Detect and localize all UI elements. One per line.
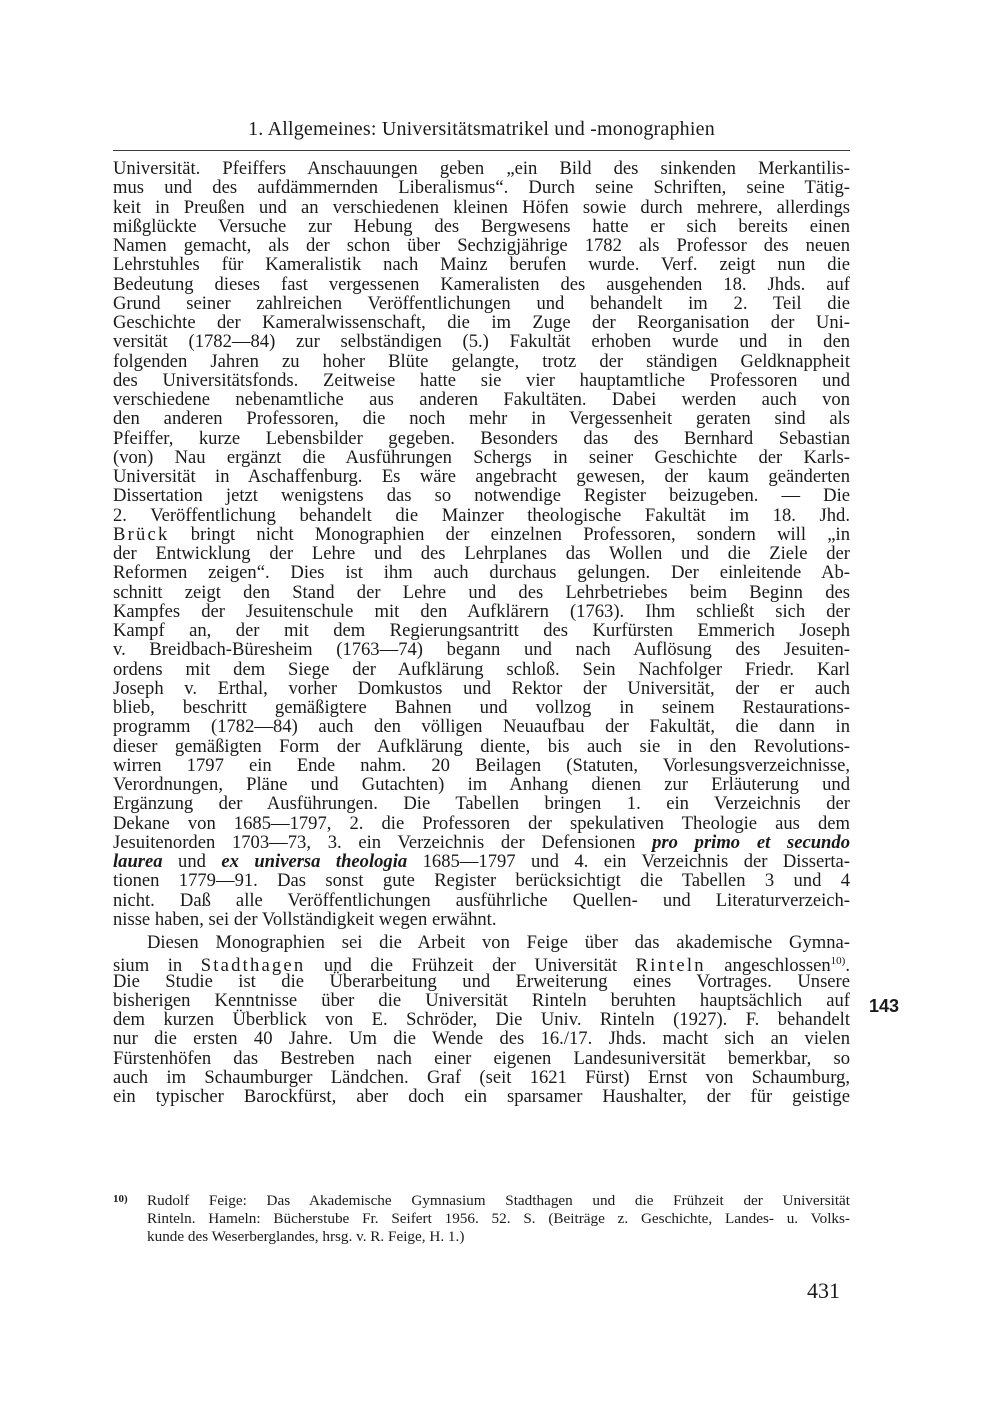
text-line: des Universitätsfonds. Zeitweise hatte sie vier hauptamtliche Professoren und xyxy=(113,369,850,391)
text-run: sium in xyxy=(113,955,201,977)
text-line xyxy=(113,525,850,544)
text-line: keit in Preußen und an verschiedenen kleinen Höfen sowie durch mehrere, allerdings xyxy=(113,196,850,218)
text-line: versität (1782—84) zur selbständigen (5.) Fakultät erhoben wurde und in den xyxy=(113,331,850,353)
text-line: Dissertation jetzt wenigstens das so notwendige Register beizugeben. — Die xyxy=(113,485,850,507)
text-line: 2. Veröffentlichung behandelt die Mainzer theologische Fakultät im 18. Jhd. xyxy=(113,504,850,526)
text-run: angeschlossen xyxy=(705,955,831,977)
text-line: folgenden Jahren zu hoher Blüte gelangte, trotz der ständigen Geldknappheit xyxy=(113,350,850,372)
running-head: 1. Allgemeines: Universitätsmatrikel und -monographien xyxy=(248,118,715,140)
text-line: Die Studie ist die Überarbeitung und Erweiterung eines Vortrages. Unsere xyxy=(113,970,850,992)
text-line: dem kurzen Überblick von E. Schröder, Die Univ. Rinteln (1927). F. behandelt xyxy=(113,1009,850,1030)
footnote-line: Rudolf Feige: Das Akademische Gymnasium Stadthagen und die Frühzeit der Universität xyxy=(147,1192,850,1209)
text-line: Grund seiner zahlreichen Veröffentlichungen und behandelt im 2. Teil die xyxy=(113,292,850,314)
header-rule xyxy=(113,150,850,151)
text-line: mus und des aufdämmernden Liberalismus“. Durch seine Schriften, seine Tätig- xyxy=(113,177,850,199)
text-line xyxy=(113,833,850,852)
text-line: Pfeiffer, kurze Lebensbilder gegeben. Besonders das des Bernhard Sebastian xyxy=(113,427,850,449)
body-text xyxy=(113,159,850,1106)
footnote-reference[interactable]: 10) xyxy=(830,955,846,968)
text-line xyxy=(113,952,850,977)
text-line: bisherigen Kenntnisse über die Universität Rinteln beruhten hauptsächlich auf xyxy=(113,989,850,1011)
text-run: und xyxy=(162,851,222,872)
text-line: Joseph v. Erthal, vorher Domkustos und Rektor der Universität, der er auch xyxy=(113,677,850,699)
text-line: nisse haben, sei der Vollständigkeit wegen erwähnt. xyxy=(113,908,497,930)
text-line: Fürstenhöfen das Bestreben nach einer eigenen Landesuniversität bemerkbar, so xyxy=(113,1047,850,1069)
text-run: . xyxy=(845,955,850,977)
footnote-line: kunde des Weserberglandes, hrsg. v. R. Feige, H. 1.) xyxy=(147,1228,465,1245)
text-line: dieser gemäßigten Form der Aufklärung diente, bis auch sie in den Revolutions- xyxy=(113,735,850,757)
text-line: Universität in Aschaffenburg. Es wäre angebracht gewesen, der kaum geänderten xyxy=(113,466,850,487)
footnote-text xyxy=(147,1192,850,1246)
text-line: mißglückte Versuche zur Hebung des Bergwesens hatte er sich bereits einen xyxy=(113,215,850,237)
text-line: Diesen Monographien sei die Arbeit von Feige über das akademische Gymna- xyxy=(147,932,850,953)
text-line: nicht. Daß alle Veröffentlichungen ausführliche Quellen- und Literaturverzeich- xyxy=(113,889,850,911)
text-line: v. Breidbach-Büresheim (1763—74) begann und nach Auflösung des Jesuiten- xyxy=(113,639,850,661)
text-line: Ergänzung der Ausführungen. Die Tabellen bringen 1. ein Verzeichnis der xyxy=(113,793,850,815)
text-line: Bedeutung dieses fast vergessenen Kameralisten des ausgehenden 18. Jhds. auf xyxy=(113,273,850,295)
text-line: Lehrstuhles für Kameralistik nach Mainz berufen wurde. Verf. zeigt nun die xyxy=(113,254,850,276)
page-number: 431 xyxy=(807,1278,840,1303)
text-line: Geschichte der Kameralwissenschaft, die im Zuge der Reorganisation der Uni- xyxy=(113,312,850,333)
italic-phrase: ex universa theologia xyxy=(221,851,408,872)
text-line: Kampfes der Jesuitenschule mit den Aufklärern (1763). Ihm schließt sich der xyxy=(113,600,850,622)
text-line: auch im Schaumburger Ländchen. Graf (seit 1621 Fürst) Ernst von Schaumburg, xyxy=(113,1066,850,1088)
text-line: (von) Nau ergänzt die Ausführungen Schergs in seiner Geschichte der Karls- xyxy=(113,446,850,468)
text-line: Namen gemacht, als der schon über Sechzigjährige 1782 als Professor des neuen xyxy=(113,235,850,256)
place-name-spaced: Rinteln xyxy=(635,955,706,977)
footnote-line: Rinteln. Hameln: Bücherstube Fr. Seifert 1956. 52. S. (Beiträge z. Geschichte, Landes- u. Volks- xyxy=(147,1210,850,1227)
text-line: ordens mit dem Siege der Aufklärung schloß. Sein Nachfolger Friedr. Karl xyxy=(113,658,850,680)
text-line: wirren 1797 ein Ende nahm. 20 Beilagen (Statuten, Vorlesungsverzeichnisse, xyxy=(113,754,850,776)
text-line: programm (1782—84) auch den völligen Neuaufbau der Fakultät, die dann in xyxy=(113,716,850,738)
text-line: ein typischer Barockfürst, aber doch ein sparsamer Haushalter, der für geistige xyxy=(113,1086,850,1107)
marginal-number: 143 xyxy=(869,996,900,1016)
text-line: Dekane von 1685—1797, 2. die Professoren der spekulativen Theologie aus dem xyxy=(113,812,850,834)
text-line: den anderen Professoren, die noch mehr in Vergessenheit geraten sind als xyxy=(113,408,850,430)
text-run: 1685—1797 und 4. ein Verzeichnis der Disserta- xyxy=(407,851,851,872)
place-name-spaced: Stadthagen xyxy=(200,955,306,977)
text-line: nur die ersten 40 Jahre. Um die Wende des 16./17. Jhds. macht sich an vielen xyxy=(113,1028,850,1050)
italic-phrase: laurea xyxy=(113,851,163,872)
text-run: bringt nicht Monographien der einzelnen Professoren, sondern will „in xyxy=(169,523,850,545)
text-line: schnitt zeigt den Stand der Lehre und des Lehrbetriebes beim Beginn des xyxy=(113,581,850,603)
text-run: Jesuitenorden 1703—73, 3. ein Verzeichnis der Defensionen xyxy=(113,831,653,853)
text-line: Verordnungen, Pläne und Gutachten) im Anhang dienen zur Erläuterung und xyxy=(113,774,850,795)
footnote xyxy=(113,1192,850,1246)
text-line: der Entwicklung der Lehre und des Lehrplanes das Wollen und die Ziele der xyxy=(113,543,850,564)
footnote-marker: 10) xyxy=(113,1193,128,1205)
text-line: Reformen zeigen“. Dies ist ihm auch durchaus gelungen. Der einleitende Ab- xyxy=(113,562,850,584)
text-line: Universität. Pfeiffers Anschauungen geben „ein Bild des sinkenden Merkantilis- xyxy=(113,158,850,179)
text-line: blieb, beschritt gemäßigtere Bahnen und vollzog in seinem Restaurations- xyxy=(113,697,850,718)
text-run: und die Frühzeit der Universität xyxy=(305,955,636,977)
italic-phrase: pro primo et secundo xyxy=(652,831,850,853)
text-line: Kampf an, der mit dem Regierungsantritt des Kurfürsten Emmerich Joseph xyxy=(113,620,850,641)
text-line xyxy=(113,852,850,871)
author-name-spaced: Brück xyxy=(113,523,170,545)
text-line: tionen 1779—91. Das sonst gute Register berücksichtigt die Tabellen 3 und 4 xyxy=(113,870,850,892)
text-line: verschiedene nebenamtliche aus anderen Fakultäten. Dabei werden auch von xyxy=(113,389,850,410)
